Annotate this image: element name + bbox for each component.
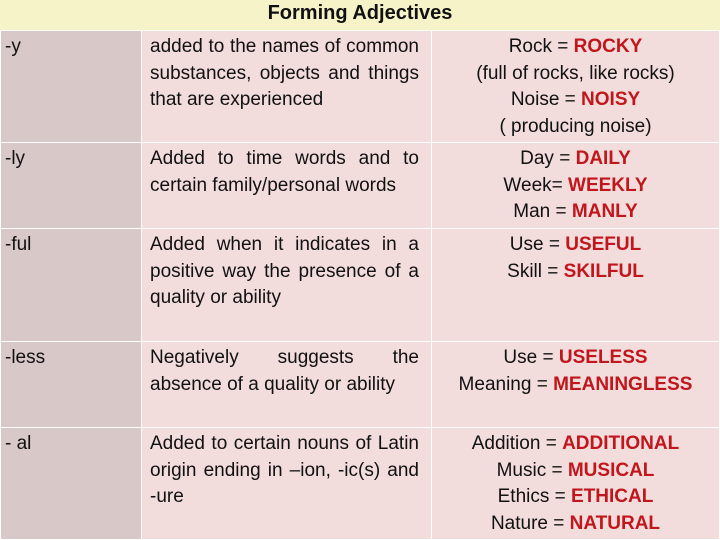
example-base-word: Nature = bbox=[490, 512, 570, 534]
example-base-word: Meaning = bbox=[458, 373, 554, 395]
table-row bbox=[1, 31, 720, 143]
example-base-word: Skill = bbox=[507, 260, 564, 282]
example-line bbox=[436, 511, 715, 538]
description-cell: Added to certain nouns of Latin origin ending in –ion, -ic(s) and -ure bbox=[142, 428, 432, 540]
example-line bbox=[436, 61, 715, 88]
example-base-word: Noise = bbox=[510, 89, 582, 110]
example-adjective: SKILFUL bbox=[563, 260, 644, 282]
example-adjective: USELESS bbox=[558, 347, 648, 368]
example-adjective: ROCKY bbox=[573, 36, 643, 57]
example-adjective: USEFUL bbox=[565, 234, 642, 255]
examples-cell bbox=[432, 31, 720, 143]
example-adjective: MEANINGLESS bbox=[553, 373, 693, 395]
example-line bbox=[436, 199, 715, 226]
description-cell: Added when it indicates in a positive way the presence of a quality or ability bbox=[142, 229, 432, 342]
examples-cell bbox=[432, 143, 720, 229]
example-base-word: Man = bbox=[513, 201, 572, 222]
example-base-word: Addition = bbox=[471, 433, 563, 454]
table-row bbox=[1, 143, 720, 229]
description-cell: added to the names of common substances, objects and things that are experienced bbox=[142, 31, 432, 143]
examples-cell bbox=[432, 229, 720, 342]
table-row bbox=[1, 342, 720, 428]
example-base-word: Use = bbox=[503, 347, 559, 368]
example-line bbox=[436, 34, 715, 61]
example-adjective: MANLY bbox=[571, 201, 638, 222]
suffix-cell: -less bbox=[1, 342, 142, 428]
table-row bbox=[1, 428, 720, 540]
example-adjective: ADDITIONAL bbox=[562, 433, 680, 454]
example-base-word: Ethics = bbox=[497, 486, 572, 507]
example-line bbox=[436, 259, 715, 286]
example-base-word: (full of rocks, like rocks) bbox=[476, 62, 675, 84]
examples-cell bbox=[432, 428, 720, 540]
example-base-word: Day = bbox=[520, 148, 576, 169]
suffix-cell: - al bbox=[1, 428, 142, 540]
page-title: Forming Adjectives bbox=[267, 2, 453, 24]
suffix-cell: -y bbox=[1, 31, 142, 143]
example-line bbox=[436, 114, 715, 141]
example-line bbox=[436, 372, 715, 399]
adjectives-table bbox=[0, 30, 720, 540]
example-adjective: WEEKLY bbox=[568, 174, 648, 196]
table-row bbox=[1, 229, 720, 342]
example-adjective: MUSICAL bbox=[567, 459, 655, 481]
suffix-cell: -ly bbox=[1, 143, 142, 229]
example-line bbox=[436, 173, 715, 200]
example-line bbox=[436, 484, 715, 511]
example-adjective: ETHICAL bbox=[571, 486, 654, 507]
example-base-word: Music = bbox=[496, 459, 568, 481]
example-line bbox=[436, 345, 715, 372]
suffix-cell: -ful bbox=[1, 229, 142, 342]
example-line bbox=[436, 431, 715, 458]
description-cell: Added to time words and to certain family/personal words bbox=[142, 143, 432, 229]
example-line bbox=[436, 87, 715, 114]
example-line bbox=[436, 232, 715, 259]
example-adjective: DAILY bbox=[575, 148, 631, 169]
example-base-word: Use = bbox=[509, 234, 566, 255]
examples-cell bbox=[432, 342, 720, 428]
description-cell: Negatively suggests the absence of a quality or ability bbox=[142, 342, 432, 428]
example-line bbox=[436, 458, 715, 485]
example-base-word: ( producing noise) bbox=[499, 115, 652, 137]
example-adjective: NATURAL bbox=[569, 512, 661, 534]
example-adjective: NOISY bbox=[581, 89, 641, 110]
example-base-word: Week= bbox=[503, 174, 569, 196]
example-line bbox=[436, 146, 715, 173]
example-base-word: Rock = bbox=[508, 36, 574, 57]
